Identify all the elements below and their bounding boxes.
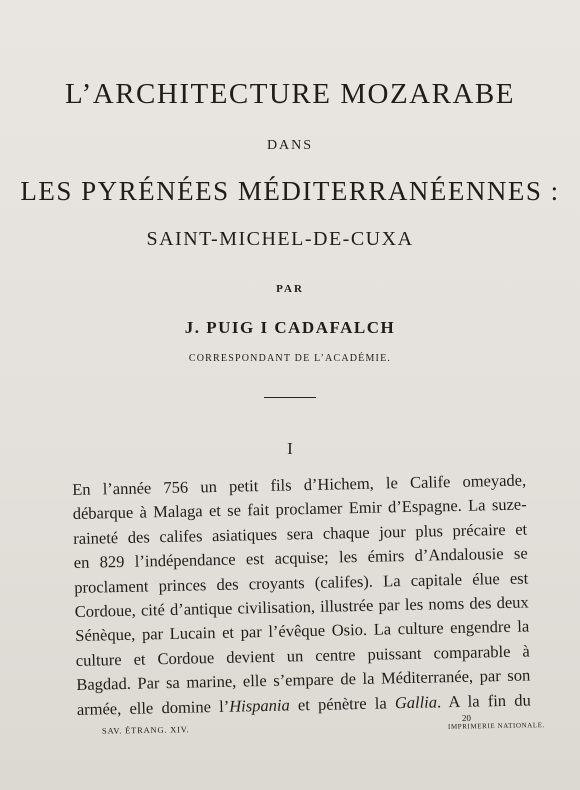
body-line: En l’année 756 un petit fils d’Hichem, le Calife omeyade, (72, 470, 527, 499)
section-divider (264, 397, 316, 398)
article-place: SAINT-MICHEL-DE-CUXA (146, 228, 414, 250)
body-line: armée, elle domine l’Hispania et pénètre la Gallia. A la fin du (76, 689, 531, 719)
author-role: CORRESPONDANT DE L’ACADÉMIE. (188, 353, 392, 364)
body-line: Bagdad. Par sa marine, elle s’empare de la Méditerranée, par son (76, 665, 531, 695)
body-line: Sénèque, par Lucain et par l’évêque Osio. La culture engendre la (75, 616, 530, 646)
body-line: raineté des califes asiatiques sera chaque jour plus précaire et (73, 519, 528, 548)
article-subtitle: LES PYRÉNÉES MÉDITERRANÉENNES : (20, 176, 560, 206)
body-paragraph (72, 468, 531, 724)
footer-page-number: 20 (461, 712, 472, 724)
article-title: L’ARCHITECTURE MOZARABE (65, 78, 515, 110)
body-line: proclament princes des croyants (califes). La capitale élue est (74, 568, 529, 597)
body-line: culture et Cordoue devient un centre puissant comparable à (75, 641, 530, 670)
body-line: en 829 l’indépendance est acquise; les émirs d’Andalousie se (73, 543, 528, 573)
section-number: I (287, 439, 293, 458)
author-name: J. PUIG I CADAFALCH (184, 318, 396, 337)
title-connector-dans: DANS (266, 138, 314, 153)
body-line: Cordoue, cité d’antique civilisation, illustrée par les noms des deux (74, 592, 529, 621)
footer-series-label: SAV. ÉTRANG. XIV. (101, 724, 190, 736)
footer-printer-label: IMPRIMERIE NATIONALE. (447, 721, 546, 731)
body-line: débarque à Malaga et se fait proclamer Emir d’Espagne. La suze- (72, 494, 527, 524)
author-connector-par: PAR (276, 283, 304, 295)
